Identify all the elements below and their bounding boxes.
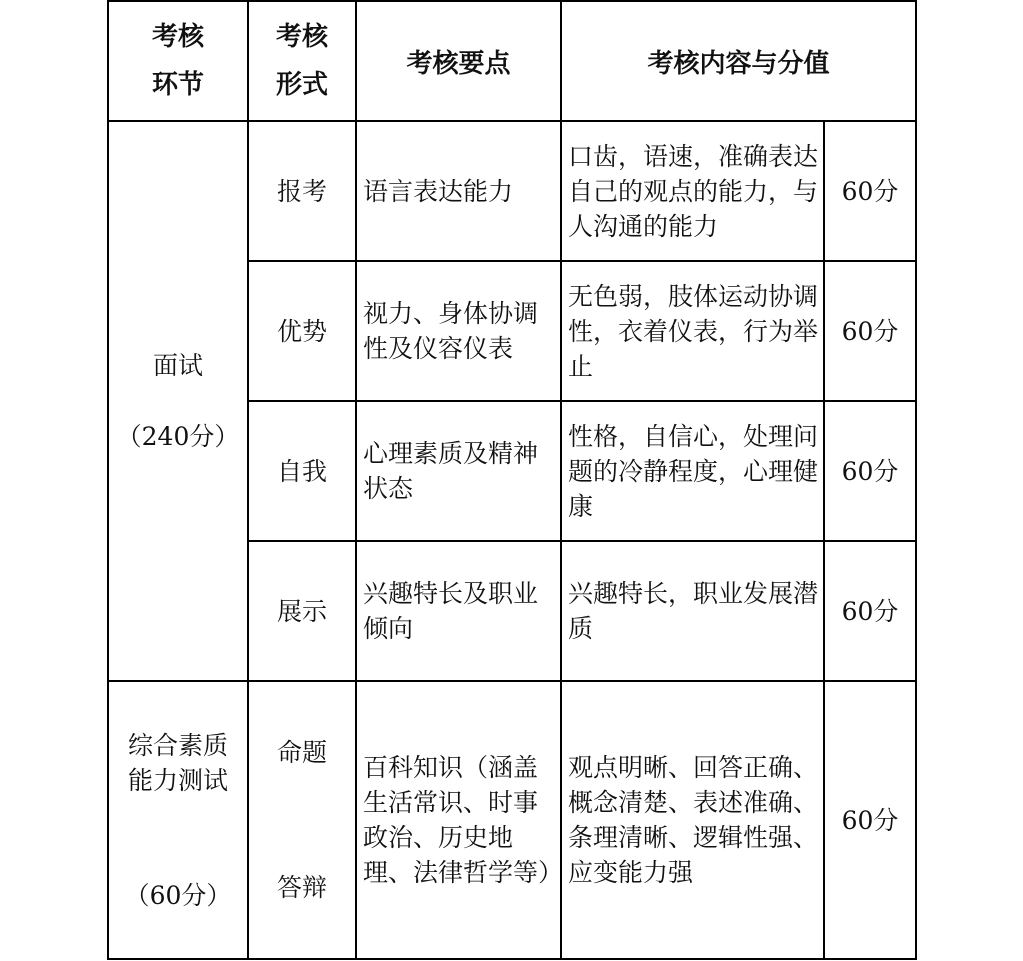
comprehensive-form-bottom: 答辩 (276, 873, 327, 902)
assessment-content: 无色弱，肢体运动协调性，衣着仪表，行为举止 (561, 261, 824, 401)
header-form (248, 1, 356, 121)
interview-stage-name: 面试 (152, 351, 203, 380)
interview-form-2: 优势 (248, 261, 356, 401)
assessment-score: 60分 (824, 541, 916, 681)
comprehensive-content: 观点明晰、回答正确、概念清楚、表述准确、条理清晰、逻辑性强、应变能力强 (561, 681, 824, 959)
header-stage (108, 1, 248, 121)
comprehensive-form-cell (248, 681, 356, 959)
assessment-point: 语言表达能力 (356, 121, 561, 261)
assessment-content: 性格，自信心，处理问题的冷静程度，心理健康 (561, 401, 824, 541)
interview-form-4: 展示 (248, 541, 356, 681)
comprehensive-stage-cell (108, 681, 248, 959)
assessment-score: 60分 (824, 121, 916, 261)
header-row (108, 1, 916, 121)
assessment-score: 60分 (824, 401, 916, 541)
header-content-score: 考核内容与分值 (561, 1, 916, 121)
header-stage-line1: 考核 (151, 22, 204, 52)
interview-form-1: 报考 (248, 121, 356, 261)
assessment-content: 兴趣特长，职业发展潜质 (561, 541, 824, 681)
header-form-line2: 形式 (275, 70, 328, 100)
header-stage-line2: 环节 (151, 70, 204, 100)
header-form-line1: 考核 (275, 22, 328, 52)
header-points: 考核要点 (356, 1, 561, 121)
table-row (108, 121, 916, 261)
interview-stage-cell (108, 121, 248, 681)
comprehensive-stage-line2: 能力测试 (127, 765, 228, 795)
comprehensive-score: 60分 (824, 681, 916, 959)
assessment-content: 口齿，语速，准确表达自己的观点的能力，与人沟通的能力 (561, 121, 824, 261)
assessment-point: 心理素质及精神状态 (356, 401, 561, 541)
assessment-score: 60分 (824, 261, 916, 401)
comprehensive-stage-line1: 综合素质 (127, 730, 228, 760)
interview-form-3: 自我 (248, 401, 356, 541)
comprehensive-stage-score: （60分） (124, 880, 232, 910)
comprehensive-form-top: 命题 (276, 738, 327, 767)
comprehensive-point: 百科知识（涵盖生活常识、时事政治、历史地理、法律哲学等） (356, 681, 561, 959)
assessment-point: 兴趣特长及职业倾向 (356, 541, 561, 681)
assessment-table (107, 0, 917, 960)
interview-stage-score: （240分） (116, 422, 240, 451)
table-row (108, 681, 916, 959)
assessment-point: 视力、身体协调性及仪容仪表 (356, 261, 561, 401)
